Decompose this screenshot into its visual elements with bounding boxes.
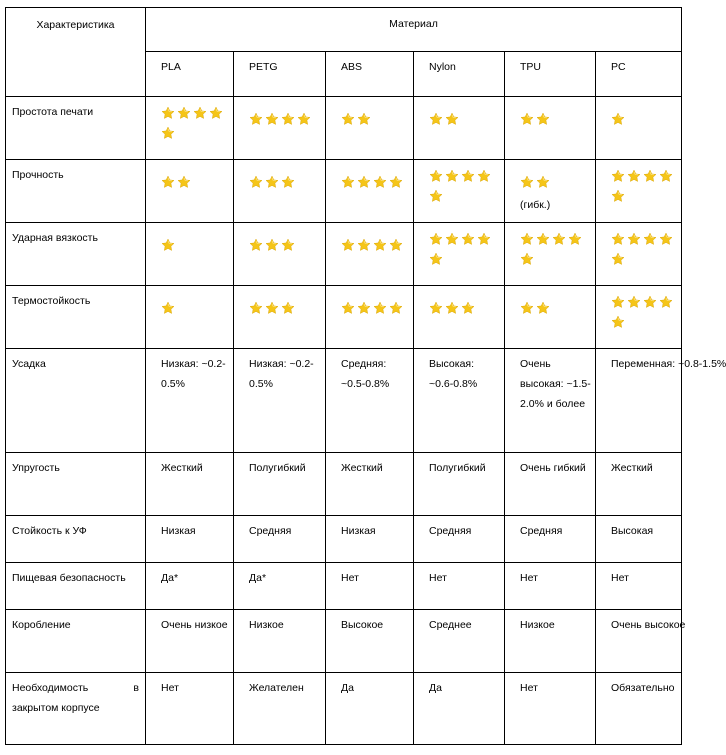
- row-label: Ударная вязкость: [6, 223, 146, 286]
- star-icon: [429, 189, 443, 203]
- star-icon: [627, 169, 641, 183]
- star-icon: [643, 169, 657, 183]
- cell-value: Средняя: [249, 525, 292, 537]
- star-icon: [373, 301, 387, 315]
- star-rating: [611, 291, 676, 335]
- star-icon: [627, 295, 641, 309]
- cell-value: Очень высокое: [611, 619, 686, 631]
- rating-cell: [414, 160, 505, 223]
- cell-value: Высокая: [611, 525, 654, 537]
- rating-cell: [146, 286, 234, 349]
- cell-value: Жесткий: [341, 462, 383, 474]
- star-icon: [520, 232, 534, 246]
- star-rating: [341, 171, 406, 195]
- star-icon: [520, 112, 534, 126]
- star-icon: [357, 175, 371, 189]
- cell-value: Низкая: ~0.2-0.5%: [161, 358, 226, 390]
- value-cell: [326, 610, 414, 673]
- cell-value: Нет: [520, 682, 538, 694]
- value-cell: [414, 453, 505, 516]
- star-icon: [611, 169, 625, 183]
- cell-value: Средняя: ~0.5-0.8%: [341, 358, 390, 390]
- material-header-pla: PLA: [146, 52, 234, 97]
- rating-cell: [505, 97, 596, 160]
- star-rating: [520, 108, 585, 132]
- star-icon: [357, 301, 371, 315]
- star-icon: [445, 169, 459, 183]
- value-cell: [596, 563, 682, 610]
- characteristic-header: Характеристика: [6, 8, 146, 97]
- star-rating: [611, 165, 676, 209]
- table-row: [6, 610, 682, 673]
- cell-value: Нет: [341, 572, 359, 584]
- rating-cell: [505, 160, 596, 223]
- star-icon: [249, 112, 263, 126]
- rating-cell: [146, 160, 234, 223]
- star-icon: [477, 232, 491, 246]
- table-row: [6, 160, 682, 223]
- star-icon: [536, 112, 550, 126]
- star-icon: [161, 175, 175, 189]
- star-icon: [265, 238, 279, 252]
- star-rating: [341, 234, 406, 258]
- cell-value: Среднее: [429, 619, 472, 631]
- value-cell: [146, 563, 234, 610]
- star-icon: [281, 112, 295, 126]
- value-cell: [414, 349, 505, 453]
- value-cell: [596, 349, 726, 453]
- rating-cell: [414, 223, 505, 286]
- cell-value: Да: [341, 682, 354, 694]
- rating-cell: [414, 97, 505, 160]
- star-icon: [265, 112, 279, 126]
- star-rating: [249, 108, 314, 132]
- rating-cell: [234, 223, 326, 286]
- cell-value: Полугибкий: [249, 462, 306, 474]
- star-icon: [659, 232, 673, 246]
- star-rating: [249, 171, 314, 195]
- star-rating: [161, 171, 226, 195]
- table-row: [6, 223, 682, 286]
- star-icon: [161, 238, 175, 252]
- cell-value: Полугибкий: [429, 462, 486, 474]
- table-row: [6, 673, 682, 745]
- star-icon: [373, 238, 387, 252]
- star-icon: [568, 232, 582, 246]
- rating-cell: [596, 223, 682, 286]
- rating-cell: [326, 160, 414, 223]
- cell-value: Низкая: [161, 525, 196, 537]
- star-icon: [611, 295, 625, 309]
- value-cell: [234, 673, 326, 745]
- cell-value: Да*: [161, 572, 179, 584]
- star-icon: [429, 232, 443, 246]
- value-cell: [596, 673, 682, 745]
- star-icon: [341, 301, 355, 315]
- star-icon: [643, 232, 657, 246]
- value-cell: [326, 563, 414, 610]
- cell-value: Очень низкое: [161, 619, 228, 631]
- cell-value: Очень гибкий: [520, 462, 586, 474]
- star-icon: [249, 238, 263, 252]
- star-icon: [389, 238, 403, 252]
- row-label: Стойкость к УФ: [6, 516, 146, 563]
- rating-cell: [414, 286, 505, 349]
- rating-cell: [596, 286, 682, 349]
- cell-value: Да*: [249, 572, 267, 584]
- row-label: Термостойкость: [6, 286, 146, 349]
- star-icon: [477, 169, 491, 183]
- star-rating: [161, 234, 226, 258]
- row-label: Прочность: [6, 160, 146, 223]
- star-rating: [161, 102, 226, 146]
- star-icon: [193, 106, 207, 120]
- star-icon: [429, 252, 443, 266]
- value-cell: [414, 673, 505, 745]
- rating-cell: [146, 97, 234, 160]
- star-icon: [536, 301, 550, 315]
- star-icon: [536, 232, 550, 246]
- value-cell: [505, 453, 596, 516]
- star-icon: [373, 175, 387, 189]
- table-row: [6, 97, 682, 160]
- value-cell: [146, 610, 234, 673]
- star-rating: [341, 297, 406, 321]
- value-cell: [146, 349, 234, 453]
- star-icon: [341, 238, 355, 252]
- material-header-pc: PC: [596, 52, 682, 97]
- materials-comparison-table: [5, 7, 726, 745]
- material-header-abs: ABS: [326, 52, 414, 97]
- star-icon: [357, 112, 371, 126]
- star-icon: [281, 301, 295, 315]
- value-cell: [505, 610, 596, 673]
- star-icon: [429, 169, 443, 183]
- row-label: Простота печати: [6, 97, 146, 160]
- star-icon: [627, 232, 641, 246]
- cell-value: Средняя: [429, 525, 472, 537]
- cell-value: Низкая: [341, 525, 376, 537]
- cell-value: Высокая: ~0.6-0.8%: [429, 358, 478, 390]
- value-cell: [234, 349, 326, 453]
- value-cell: [234, 610, 326, 673]
- star-icon: [389, 175, 403, 189]
- value-cell: [234, 563, 326, 610]
- table-row: [6, 349, 682, 453]
- value-cell: [505, 563, 596, 610]
- star-rating: [249, 297, 314, 321]
- star-icon: [520, 252, 534, 266]
- star-icon: [265, 175, 279, 189]
- value-cell: [326, 349, 414, 453]
- star-icon: [461, 232, 475, 246]
- rating-cell: [505, 286, 596, 349]
- cell-value: Нет: [429, 572, 447, 584]
- star-rating: [429, 165, 494, 209]
- star-icon: [552, 232, 566, 246]
- star-icon: [445, 301, 459, 315]
- cell-value: Жесткий: [611, 462, 653, 474]
- rating-cell: [596, 97, 682, 160]
- rating-cell: [326, 97, 414, 160]
- row-label: Упругость: [6, 453, 146, 516]
- cell-value: Переменная: ~0.8-1.5%: [611, 358, 726, 370]
- star-rating: [429, 228, 494, 272]
- star-rating: [429, 297, 494, 321]
- star-icon: [281, 238, 295, 252]
- star-icon: [659, 295, 673, 309]
- star-icon: [265, 301, 279, 315]
- star-icon: [177, 175, 191, 189]
- star-icon: [429, 301, 443, 315]
- star-icon: [281, 175, 295, 189]
- value-cell: [326, 453, 414, 516]
- value-cell: [234, 516, 326, 563]
- star-icon: [659, 169, 673, 183]
- star-rating: [520, 297, 585, 321]
- value-cell: [326, 516, 414, 563]
- star-icon: [249, 301, 263, 315]
- cell-value: Низкое: [520, 619, 555, 631]
- value-cell: [596, 516, 682, 563]
- value-cell: [505, 349, 596, 453]
- value-cell: [146, 516, 234, 563]
- cell-value: Да: [429, 682, 442, 694]
- star-icon: [611, 112, 625, 126]
- star-rating: [429, 108, 494, 132]
- table-row: [6, 286, 682, 349]
- cell-value: Очень высокая: ~1.5-2.0% и более: [520, 358, 591, 410]
- star-icon: [389, 301, 403, 315]
- value-cell: [234, 453, 326, 516]
- star-rating: [520, 171, 585, 195]
- cell-value: Низкое: [249, 619, 284, 631]
- star-icon: [297, 112, 311, 126]
- star-rating: [249, 234, 314, 258]
- value-cell: [414, 610, 505, 673]
- star-icon: [520, 301, 534, 315]
- value-cell: [146, 673, 234, 745]
- cell-value: Нет: [161, 682, 179, 694]
- star-icon: [341, 112, 355, 126]
- rating-cell: [326, 286, 414, 349]
- rating-cell: [505, 223, 596, 286]
- rating-cell: [234, 97, 326, 160]
- star-icon: [520, 175, 534, 189]
- row-label: Необходимость в закрытом корпусе: [6, 673, 146, 745]
- star-icon: [341, 175, 355, 189]
- star-icon: [536, 175, 550, 189]
- table-row: [6, 516, 682, 563]
- value-cell: [414, 563, 505, 610]
- value-cell: [505, 516, 596, 563]
- rating-cell: [596, 160, 682, 223]
- value-cell: [326, 673, 414, 745]
- star-icon: [249, 175, 263, 189]
- value-cell: [596, 610, 686, 673]
- star-rating: [520, 228, 585, 272]
- value-cell: [596, 453, 682, 516]
- material-header-petg: PETG: [234, 52, 326, 97]
- star-icon: [209, 106, 223, 120]
- cell-value: Низкая: ~0.2-0.5%: [249, 358, 314, 390]
- star-icon: [357, 238, 371, 252]
- star-rating: [341, 108, 406, 132]
- value-cell: [505, 673, 596, 745]
- star-icon: [461, 169, 475, 183]
- material-header-tpu: TPU: [505, 52, 596, 97]
- rating-cell: [234, 160, 326, 223]
- star-icon: [445, 232, 459, 246]
- star-icon: [611, 315, 625, 329]
- rating-cell: [146, 223, 234, 286]
- cell-value: Средняя: [520, 525, 563, 537]
- star-icon: [161, 126, 175, 140]
- value-cell: [146, 453, 234, 516]
- star-rating: [161, 297, 226, 321]
- star-icon: [611, 252, 625, 266]
- star-icon: [161, 301, 175, 315]
- rating-cell: [326, 223, 414, 286]
- star-icon: [177, 106, 191, 120]
- row-label: Коробление: [6, 610, 146, 673]
- material-header-nylon: Nylon: [414, 52, 505, 97]
- star-rating: [611, 228, 676, 272]
- star-icon: [445, 112, 459, 126]
- cell-value: Желателен: [249, 682, 304, 694]
- star-icon: [611, 189, 625, 203]
- row-label: Усадка: [6, 349, 146, 453]
- material-header: Материал: [146, 8, 682, 52]
- star-icon: [461, 301, 475, 315]
- star-icon: [429, 112, 443, 126]
- table-row: [6, 453, 682, 516]
- cell-value: Высокое: [341, 619, 384, 631]
- value-cell: [414, 516, 505, 563]
- table-row: [6, 563, 682, 610]
- row-label: Пищевая безопасность: [6, 563, 146, 610]
- rating-cell: [234, 286, 326, 349]
- star-icon: [611, 232, 625, 246]
- cell-value: Нет: [611, 572, 629, 584]
- rating-note: (гибк.): [520, 199, 551, 211]
- cell-value: Обязательно: [611, 682, 675, 694]
- star-rating: [611, 108, 676, 132]
- cell-value: Жесткий: [161, 462, 203, 474]
- star-icon: [161, 106, 175, 120]
- star-icon: [643, 295, 657, 309]
- cell-value: Нет: [520, 572, 538, 584]
